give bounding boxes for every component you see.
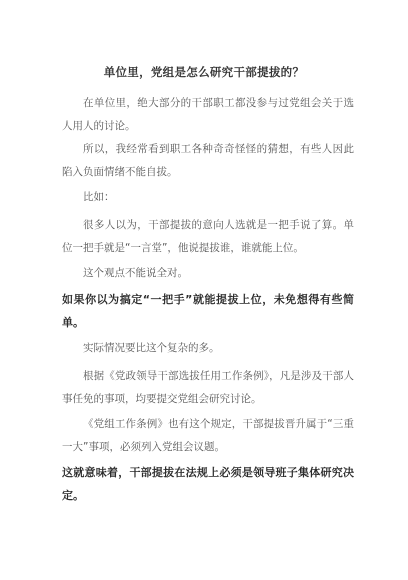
paragraph-4: 很多人以为，干部提拔的意向人选就是一把手说了算。单位一把手就是“一言堂”，他说提拔谁，谁就能上位。 — [62, 219, 354, 254]
paragraph-2: 所以，我经常看到职工各种奇奇怪怪的猜想，有些人因此陷入负面情绪不能自拔。 — [62, 143, 354, 178]
paragraph-5: 这个观点不能说全对。 — [83, 267, 188, 279]
paragraph-1: 在单位里，绝大部分的干部职工都没参与过党组会关于选人用人的讨论。 — [62, 97, 354, 132]
paragraph-7: 实际情况要比这个复杂的多。 — [83, 342, 220, 354]
paragraph-10-bold: 这就意味着，干部提拔在法规上必须是领导班子集体研究决定。 — [62, 466, 354, 502]
paragraph-3: 比如： — [83, 191, 115, 203]
paragraph-8: 根据《党政领导干部选拔任用工作条例》，凡是涉及干部人事任免的事项，均要提交党组会研究讨论。 — [62, 370, 354, 405]
paragraph-6-bold: 如果你以为搞定“一把手”就能提拔上位，未免想得有些简单。 — [62, 293, 354, 329]
paragraph-9: 《党组工作条例》也有这个规定，干部提拔晋升属于“三重一大”事项，必须列入党组会议题。 — [62, 418, 354, 453]
document-title: 单位里，党组是怎么研究干部提拔的？ — [103, 65, 305, 79]
